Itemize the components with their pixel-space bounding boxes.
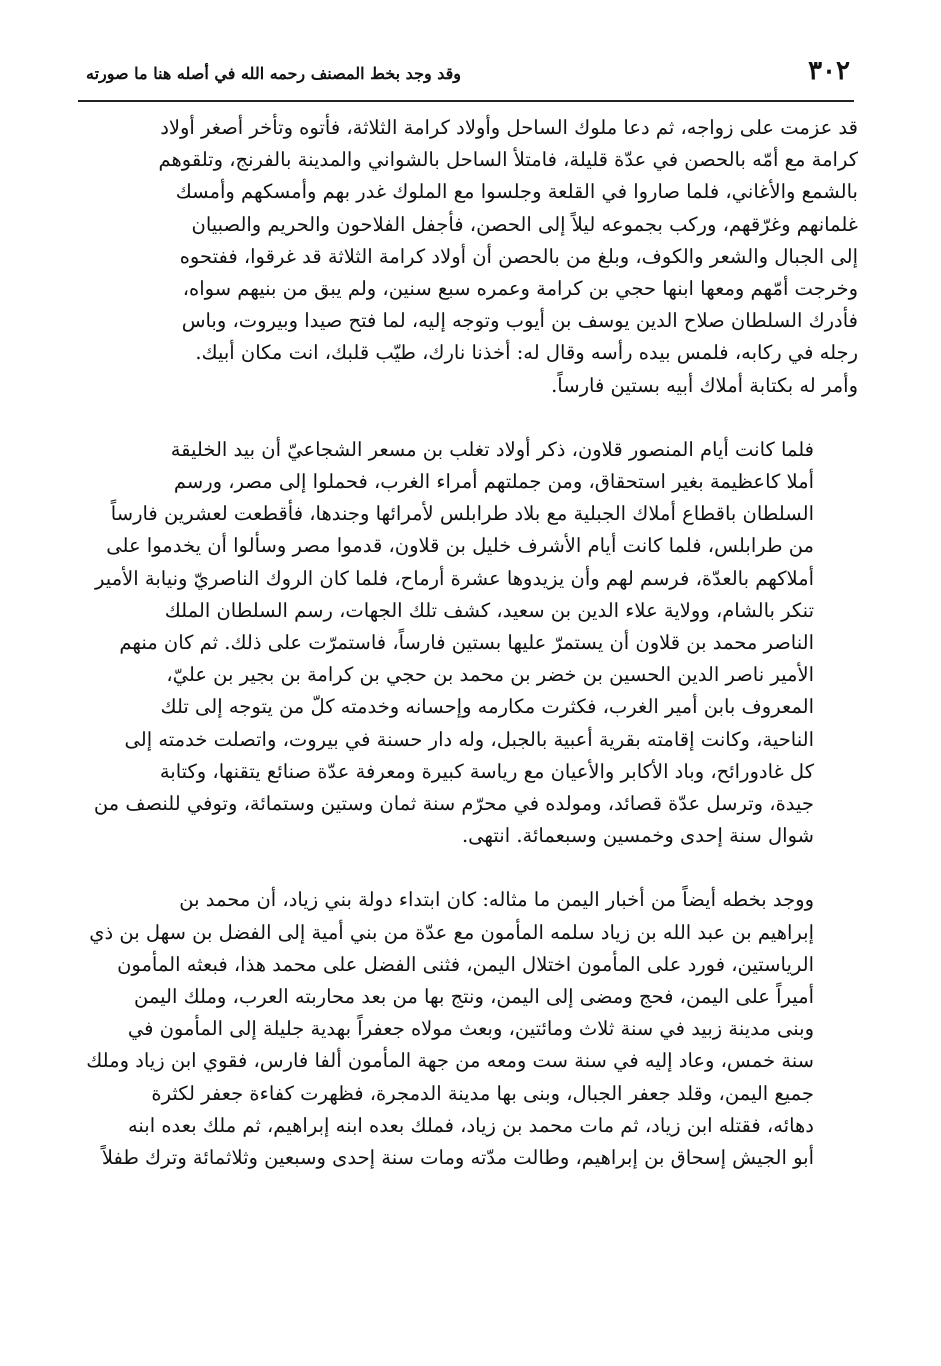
text-line: جميع اليمن، وقلد جعفر الجبال، وبنى بها مدينة الدمجرة، فظهرت كفاءة جعفر لكثرة <box>151 1081 814 1105</box>
text-line: فأدرك السلطان صلاح الدين يوسف بن أيوب وتوجه إليه، لما فتح صيدا وبيروت، وباس <box>181 309 858 333</box>
paragraph-2 <box>76 434 858 853</box>
text-line: السلطان باقطاع أملاك الجبلية مع بلاد طرابلس لأمرائها وجندها، فأقطعت لعشرين فارساً <box>110 502 814 526</box>
header-rule <box>78 100 854 102</box>
text-line: إلى الجبال والشعر والكوف، وبلغ من بالحصن أن أولاد كرامة الثلاثة قد غرقوا، ففتحوه <box>179 244 858 268</box>
text-line: رجله في ركابه، فلمس بيده رأسه وقال له: أخذنا نارك، طيّب قلبك، انت مكان أبيك. <box>195 341 858 365</box>
text-line: ووجد بخطه أيضاً من أخبار اليمن ما مثاله: كان ابتداء دولة بني زياد، أن محمد بن <box>179 888 814 912</box>
text-line: وبنى مدينة زبيد في سنة ثلاث ومائتين، وبعث مولاه جعفراً بهدية جليلة إلى المأمون في <box>127 1017 814 1041</box>
text-line: بالشمع والأغاني، فلما صاروا في القلعة وجلسوا مع الملوك غدر بهم وأمسكهم وأمسك <box>175 180 858 204</box>
text-line: غلمانهم وغرّقهم، وركب بجموعه ليلاً إلى الحصن، فأجفل الفلاحون والحريم والصبيان <box>191 212 858 236</box>
running-head-title: وقد وجد بخط المصنف رحمه الله في أصله هنا ما صورته <box>86 64 462 83</box>
text-line: تنكر بالشام، وولاية علاء الدين بن سعيد، كشف تلك الجهات، رسم السلطان الملك <box>164 598 814 622</box>
text-line: المعروف بابن أمير الغرب، فكثرت مكارمه وإحسانه وخدمته كلّ من يتوجه إلى تلك <box>160 695 814 719</box>
text-line: الناصر محمد بن قلاون أن يستمرّ عليها بستين فارساً، فاستمرّت على ذلك. ثم كان منهم <box>119 631 814 655</box>
text-line: وأمر له بكتابة أملاك أبيه بستين فارساً. <box>551 373 858 397</box>
text-line: الرياستين، فورد على المأمون اختلال اليمن، فثنى الفضل على محمد هذا، فبعثه المأمون <box>117 952 814 976</box>
text-line: إبراهيم بن عبد الله بن زياد سلمه المأمون مع عدّة من بني أمية إلى الفضل بن سهل بن ذي <box>89 920 814 944</box>
text-line: دهائه، فقتله ابن زياد، ثم مات محمد بن زياد، فملك بعده ابنه إبراهيم، ثم ملك بعده ابنه <box>127 1113 814 1137</box>
running-head <box>80 52 850 96</box>
text-line: أملا كاعظيمة بغير استحقاق، ومن جملتهم أمراء الغرب، فحملوا إلى مصر، ورسم <box>173 470 814 494</box>
text-line: جيدة، وترسل عدّة قصائد، ومولده في محرّم سنة ثمان وستين وستمائة، وتوفي للنصف من <box>93 792 814 816</box>
text-line: أملاكهم بالعدّة، فرسم لهم وأن يزيدوها عشرة أرماح، فلما كان الروك الناصريّ ونيابة الأمير <box>95 566 814 590</box>
body-text <box>76 112 858 1174</box>
page-number: ٣٠٢ <box>808 56 850 86</box>
text-line: من طرابلس، فلما كانت أيام الأشرف خليل بن قلاون، قدموا مصر وسألوا أن يخدموا على <box>106 534 814 558</box>
text-line: وخرجت أمّهم ومعها ابنها حجي بن كرامة وعمره سبع سنين، ولم يبق من بنيهم سواه، <box>182 277 858 301</box>
text-line: قد عزمت على زواجه، ثم دعا ملوك الساحل وأولاد كرامة الثلاثة، فأتوه وتأخر أصغر أولاد <box>160 116 858 139</box>
text-line: أميراً على اليمن، فحج ومضى إلى اليمن، ونتج بها من بعد محاربته العرب، وملك اليمن <box>134 985 814 1009</box>
text-line: الأمير ناصر الدين الحسين بن خضر بن محمد بن حجي بن كرامة بن بجير بن عليّ، <box>166 663 814 687</box>
text-line: فلما كانت أيام المنصور قلاون، ذكر أولاد تغلب بن مسعر الشجاعيّ أن بيد الخليقة <box>170 437 814 461</box>
text-line: كل غادورائح، وباد الأكابر والأعيان مع رياسة كبيرة ومعرفة عدّة صنائع يتقنها، وكتابة <box>159 759 814 783</box>
text-line: أبو الجيش إسحاق بن إبراهيم، وطالت مدّته ومات سنة إحدى وسبعين وثلاثمائة وترك طفلاً <box>101 1146 814 1170</box>
text-line: الناحية، وكانت إقامته بقرية أعبية بالجبل، وله دار حسنة في بيروت، واتصلت خدمته إلى <box>124 727 814 751</box>
text-line: كرامة مع أمّه بالحصن في عدّة قليلة، فامتلأ الساحل بالشواني والمدينة بالفرنج، وتلقوهم <box>158 148 858 172</box>
text-line: سنة خمس، وعاد إليه في سنة ست ومعه من جهة المأمون ألفا فارس، فقوي ابن زياد وملك <box>86 1049 814 1073</box>
paragraph-3 <box>76 884 858 1174</box>
text-line: شوال سنة إحدى وخمسين وسبعمائة. انتهى. <box>461 824 814 848</box>
paragraph-1 <box>76 112 858 402</box>
